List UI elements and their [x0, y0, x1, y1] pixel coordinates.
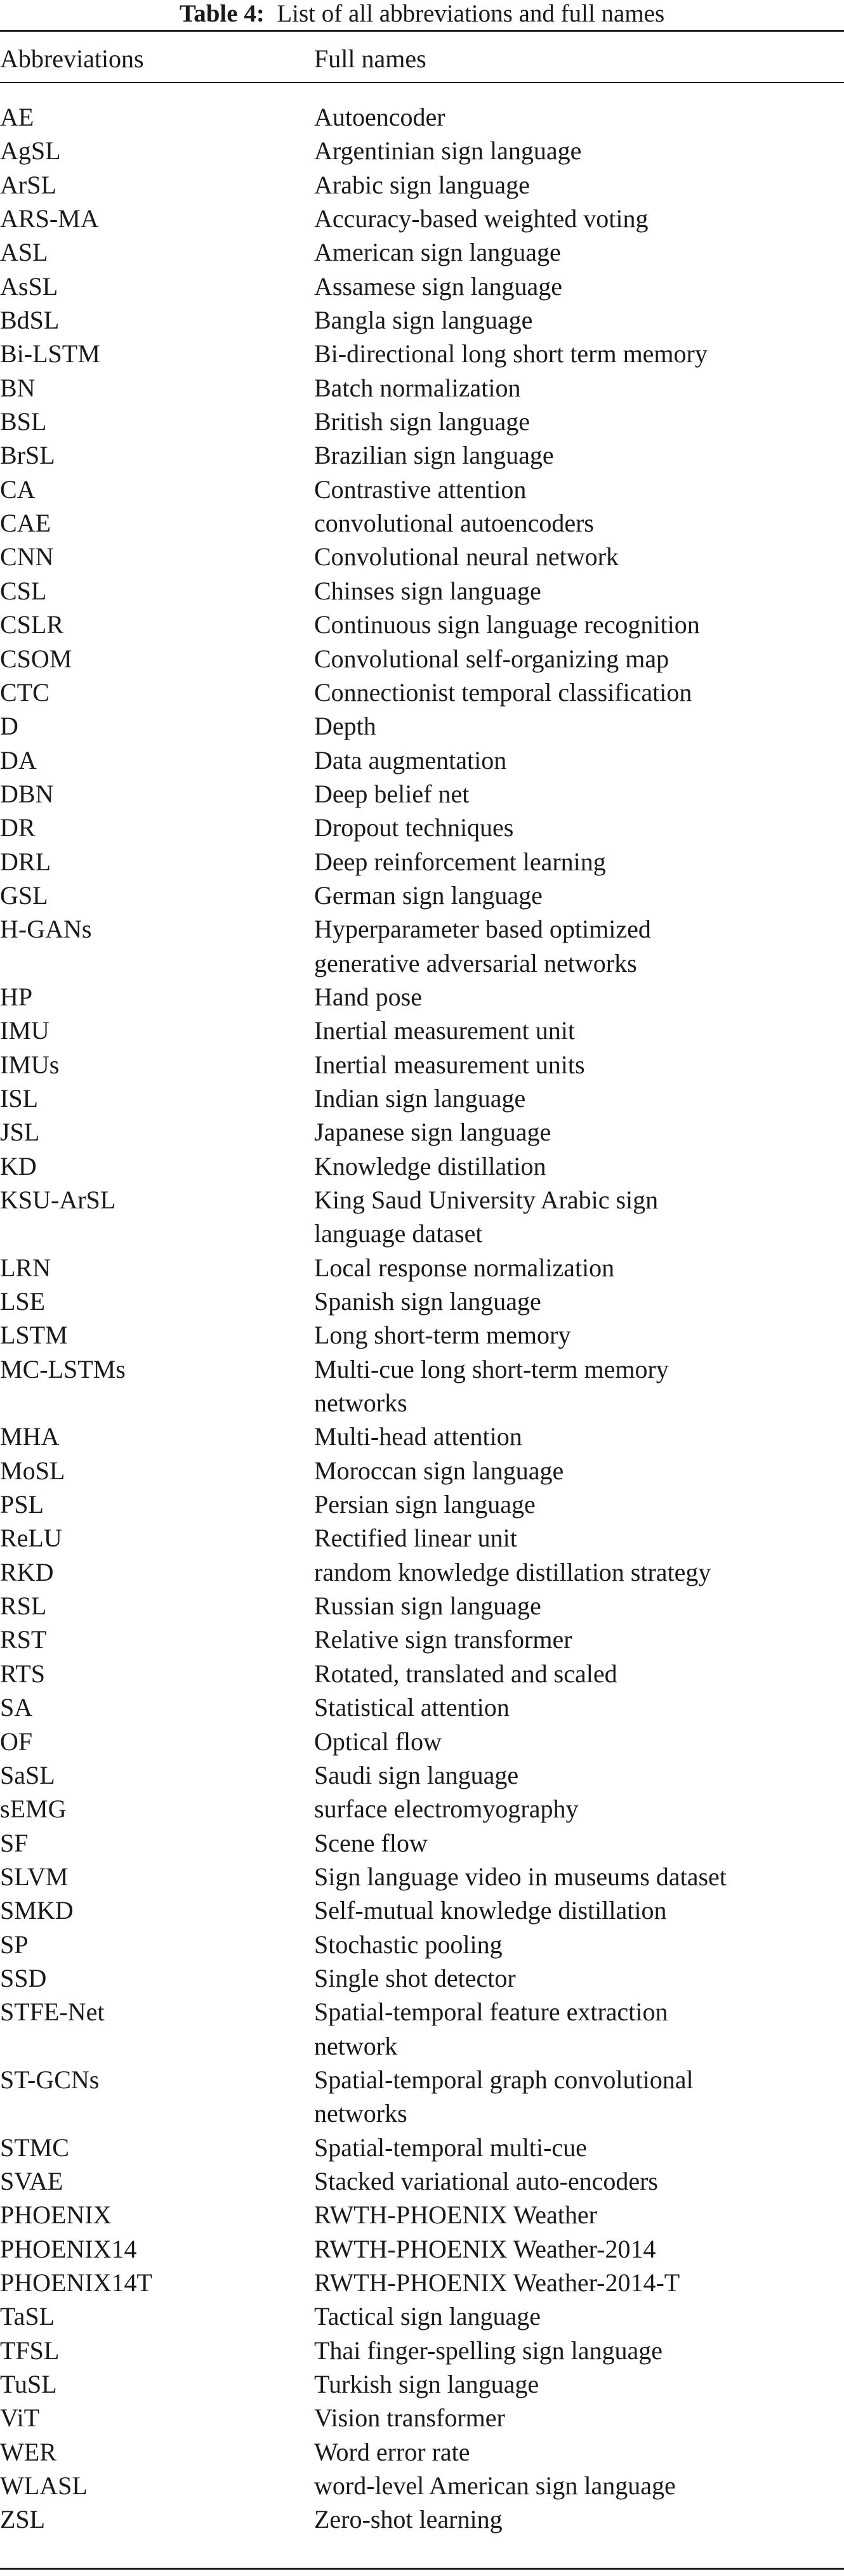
table-row	[0, 2131, 844, 2164]
full-name-line: Bangla sign language	[314, 306, 533, 335]
table-row	[0, 134, 844, 167]
abbreviation-cell: SA	[0, 1693, 33, 1722]
table-row	[0, 2266, 844, 2299]
full-name-line: Spatial-temporal multi-cue	[314, 2133, 587, 2162]
full-name-cell	[314, 473, 844, 506]
full-name-line: Spatial-temporal feature extraction	[314, 1997, 668, 2027]
table-row	[0, 2502, 844, 2536]
full-name-line: Deep belief net	[314, 779, 470, 808]
full-name-line: Rectified linear unit	[314, 1524, 517, 1553]
full-name-line: Zero-shot learning	[314, 2505, 503, 2534]
table-row	[0, 1352, 844, 1420]
full-name-cell	[314, 337, 844, 370]
abbreviation-cell: SSD	[0, 1963, 47, 1992]
full-name-cell	[314, 2266, 844, 2299]
abbreviation-cell: WLASL	[0, 2471, 88, 2501]
full-name-cell	[314, 1048, 844, 1082]
table-row	[0, 405, 844, 438]
abbreviation-cell: MC-LSTMs	[0, 1354, 126, 1383]
full-name-cell	[314, 1690, 844, 1724]
full-name-line: convolutional autoencoders	[314, 509, 594, 538]
full-name-line: Brazilian sign language	[314, 441, 554, 470]
full-name-line: Inertial measurement units	[314, 1050, 585, 1079]
full-name-cell	[314, 574, 844, 608]
table-row	[0, 2401, 844, 2435]
abbreviation-cell: STFE-Net	[0, 1997, 105, 2027]
table-row	[0, 1285, 844, 1318]
table-row	[0, 168, 844, 202]
table-row	[0, 1657, 844, 1690]
table-row	[0, 438, 844, 472]
full-name-cell	[314, 1014, 844, 1047]
table-row	[0, 1725, 844, 1758]
table-row	[0, 1893, 844, 1927]
column-header-abbreviations: Abbreviations	[0, 44, 144, 73]
table-row	[0, 912, 844, 980]
full-name-cell	[314, 405, 844, 438]
table-row	[0, 2435, 844, 2469]
table-row	[0, 1115, 844, 1149]
full-name-cell	[314, 202, 844, 235]
abbreviation-cell: LRN	[0, 1253, 51, 1282]
table-row	[0, 743, 844, 777]
full-name-line: surface electromyography	[314, 1795, 579, 1824]
abbreviation-cell: SaSL	[0, 1760, 55, 1789]
full-name-line: Depth	[314, 712, 376, 741]
full-name-cell	[314, 1251, 844, 1285]
full-name-line: Indian sign language	[314, 1083, 526, 1113]
table-row	[0, 642, 844, 676]
table-row	[0, 303, 844, 337]
abbreviation-cell: DR	[0, 813, 36, 842]
table-row	[0, 1183, 844, 1251]
abbreviation-cell: MHA	[0, 1422, 60, 1451]
abbreviation-cell: LSTM	[0, 1321, 68, 1350]
table-row	[0, 2198, 844, 2232]
full-name-line: Russian sign language	[314, 1592, 541, 1621]
table-row	[0, 1048, 844, 1082]
table-row	[0, 1589, 844, 1623]
full-name-cell	[314, 1420, 844, 1453]
abbreviation-cell: BN	[0, 373, 36, 402]
table-caption	[0, 0, 844, 28]
table-row	[0, 1860, 844, 1893]
full-name-cell	[314, 1555, 844, 1589]
full-name-cell	[314, 1893, 844, 1927]
table-row	[0, 337, 844, 370]
full-name-line: Saudi sign language	[314, 1760, 519, 1789]
table-caption-title: List of all abbreviations and full names	[277, 0, 665, 27]
abbreviation-cell: AsSL	[0, 271, 58, 301]
full-name-cell	[314, 100, 844, 134]
full-name-line: Inertial measurement unit	[314, 1016, 575, 1045]
full-name-cell	[314, 540, 844, 573]
full-name-line: networks	[314, 2099, 407, 2128]
abbreviation-cell: PHOENIX14	[0, 2234, 137, 2263]
full-name-line: American sign language	[314, 238, 561, 267]
full-name-line: Deep reinforcement learning	[314, 847, 606, 876]
abbreviation-cell: ASL	[0, 238, 48, 267]
abbreviation-cell: DBN	[0, 779, 54, 808]
full-name-line: Spanish sign language	[314, 1287, 541, 1316]
full-name-line: Vision transformer	[314, 2403, 505, 2433]
abbreviation-cell: D	[0, 712, 18, 741]
abbreviation-cell: ArSL	[0, 170, 56, 199]
table-row	[0, 1826, 844, 1860]
full-name-cell	[314, 1860, 844, 1893]
table-row	[0, 2367, 844, 2401]
full-name-cell	[314, 1115, 844, 1149]
abbreviation-cell: SP	[0, 1930, 29, 1959]
table-row	[0, 709, 844, 743]
full-name-line: British sign language	[314, 407, 530, 436]
table-row	[0, 1454, 844, 1487]
abbreviation-cell: BrSL	[0, 441, 55, 470]
full-name-cell	[314, 303, 844, 337]
table-row	[0, 1961, 844, 1995]
abbreviation-cell: SLVM	[0, 1862, 69, 1891]
full-name-line: Arabic sign language	[314, 170, 530, 199]
full-name-line: Convolutional self-organizing map	[314, 644, 669, 673]
abbreviation-cell: DA	[0, 745, 37, 775]
table-row	[0, 1995, 844, 2063]
abbreviation-cell: IMUs	[0, 1050, 60, 1079]
full-name-line: Hand pose	[314, 982, 422, 1011]
full-name-line: Moroccan sign language	[314, 1456, 564, 1485]
full-name-cell	[314, 1961, 844, 1995]
table-row	[0, 574, 844, 608]
table-header-rule	[0, 82, 844, 83]
full-name-cell	[314, 1928, 844, 1961]
abbreviation-cell: GSL	[0, 880, 48, 910]
full-name-cell	[314, 777, 844, 811]
full-name-line: Argentinian sign language	[314, 136, 582, 166]
full-name-line: Multi-head attention	[314, 1422, 522, 1451]
full-name-line: Chinses sign language	[314, 576, 541, 605]
full-name-cell	[314, 1792, 844, 1826]
full-name-cell	[314, 811, 844, 844]
full-name-cell	[314, 1589, 844, 1623]
abbreviation-cell: RST	[0, 1625, 47, 1654]
full-name-cell	[314, 1657, 844, 1690]
abbreviation-cell: AgSL	[0, 136, 61, 166]
table-row	[0, 540, 844, 573]
full-name-line: Connectionist temporal classification	[314, 677, 692, 707]
full-name-cell	[314, 2198, 844, 2232]
table-row	[0, 777, 844, 811]
full-name-cell	[314, 709, 844, 743]
full-name-cell	[314, 2367, 844, 2401]
full-name-cell	[314, 1285, 844, 1318]
abbreviation-cell: PSL	[0, 1490, 44, 1519]
full-name-line: Contrastive attention	[314, 474, 527, 504]
full-name-line: Rotated, translated and scaled	[314, 1659, 617, 1688]
abbreviation-cell: CA	[0, 474, 36, 504]
full-name-line: Convolutional neural network	[314, 542, 619, 572]
full-name-cell	[314, 2502, 844, 2536]
full-name-cell	[314, 168, 844, 202]
table-row	[0, 371, 844, 405]
full-name-cell	[314, 1318, 844, 1352]
full-name-cell	[314, 2164, 844, 2198]
full-name-cell	[314, 2063, 844, 2131]
full-name-line: Accuracy-based weighted voting	[314, 204, 649, 233]
abbreviation-cell: STMC	[0, 2133, 69, 2162]
full-name-line: Scene flow	[314, 1828, 428, 1857]
table-row	[0, 2164, 844, 2198]
full-name-line: Local response normalization	[314, 1253, 615, 1282]
full-name-line: Turkish sign language	[314, 2370, 539, 2399]
abbreviation-cell: ViT	[0, 2403, 40, 2433]
abbreviation-cell: ARS-MA	[0, 204, 99, 233]
table-row	[0, 2063, 844, 2131]
full-name-line: Bi-directional long short term memory	[314, 339, 708, 369]
full-name-line: Autoencoder	[314, 103, 445, 131]
full-name-line: Assamese sign language	[314, 271, 563, 301]
table-row	[0, 1623, 844, 1656]
full-name-line: RWTH-PHOENIX Weather-2014-T	[314, 2268, 680, 2297]
abbreviation-cell: Bi-LSTM	[0, 339, 100, 369]
full-name-cell	[314, 1826, 844, 1860]
abbreviation-cell: IMU	[0, 1016, 49, 1045]
full-name-line: Self-mutual knowledge distillation	[314, 1896, 667, 1925]
full-name-cell	[314, 1454, 844, 1487]
full-name-cell	[314, 506, 844, 540]
full-name-line: Statistical attention	[314, 1693, 510, 1722]
abbreviation-cell: BSL	[0, 407, 47, 436]
abbreviation-cell: SMKD	[0, 1896, 74, 1925]
abbreviation-cell: ZSL	[0, 2505, 46, 2534]
full-name-cell	[314, 743, 844, 777]
abbreviation-cell: LSE	[0, 1287, 46, 1316]
full-name-cell	[314, 912, 844, 980]
abbreviation-cell: PHOENIX	[0, 2200, 112, 2230]
abbreviation-cell: TFSL	[0, 2336, 60, 2365]
table-row	[0, 1082, 844, 1115]
table-row	[0, 811, 844, 844]
full-name-cell	[314, 1758, 844, 1792]
abbreviation-cell: HP	[0, 982, 33, 1011]
full-name-line: Spatial-temporal graph convolutional	[314, 2065, 694, 2094]
full-name-cell	[314, 676, 844, 709]
full-name-line: Batch normalization	[314, 373, 521, 402]
full-name-cell	[314, 2435, 844, 2469]
table-row	[0, 1318, 844, 1352]
table-row	[0, 2299, 844, 2333]
table-row	[0, 1928, 844, 1961]
full-name-line: Tactical sign language	[314, 2302, 541, 2331]
table-row	[0, 1792, 844, 1826]
table-row	[0, 235, 844, 269]
full-name-cell	[314, 2469, 844, 2502]
full-name-line: Relative sign transformer	[314, 1625, 572, 1654]
abbreviation-cell: H-GANs	[0, 915, 92, 944]
table-row	[0, 608, 844, 641]
table-row	[0, 1690, 844, 1724]
table-row	[0, 1420, 844, 1453]
full-name-line: random knowledge distillation strategy	[314, 1557, 711, 1586]
full-name-cell	[314, 642, 844, 676]
abbreviation-cell: CSLR	[0, 610, 64, 639]
table-row	[0, 676, 844, 709]
abbreviation-cell: PHOENIX14T	[0, 2268, 152, 2297]
abbreviation-cell: SF	[0, 1828, 29, 1857]
abbreviation-cell: RSL	[0, 1592, 47, 1621]
full-name-line: RWTH-PHOENIX Weather-2014	[314, 2234, 656, 2263]
table-row	[0, 879, 844, 912]
full-name-cell	[314, 2131, 844, 2164]
full-name-line: German sign language	[314, 880, 543, 910]
table-row	[0, 100, 844, 134]
full-name-cell	[314, 1521, 844, 1555]
full-name-cell	[314, 1623, 844, 1656]
abbreviation-cell: TaSL	[0, 2302, 55, 2331]
table-top-rule	[0, 30, 844, 32]
full-name-cell	[314, 235, 844, 269]
abbreviation-cell: SVAE	[0, 2166, 63, 2195]
table-row	[0, 2469, 844, 2502]
full-name-line: generative adversarial networks	[314, 948, 637, 977]
full-name-cell	[314, 371, 844, 405]
full-name-cell	[314, 134, 844, 167]
table-row	[0, 980, 844, 1014]
full-name-cell	[314, 1082, 844, 1115]
abbreviation-cell: CNN	[0, 542, 54, 572]
abbreviation-cell: TuSL	[0, 2370, 57, 2399]
full-name-cell	[314, 2401, 844, 2435]
table-row	[0, 1149, 844, 1183]
full-name-cell	[314, 270, 844, 303]
full-name-line: Knowledge distillation	[314, 1151, 546, 1180]
full-name-cell	[314, 438, 844, 472]
full-name-cell	[314, 1487, 844, 1521]
table-row	[0, 473, 844, 506]
full-name-line: Continuous sign language recognition	[314, 610, 700, 639]
full-name-line: Hyperparameter based optimized	[314, 915, 651, 944]
abbreviation-cell: RTS	[0, 1659, 45, 1688]
full-name-line: King Saud University Arabic sign	[314, 1186, 659, 1214]
full-name-line: network	[314, 2031, 398, 2060]
abbreviation-cell: AE	[0, 103, 34, 131]
full-name-line: Single shot detector	[314, 1963, 516, 1992]
table-bottom-rule	[0, 2568, 844, 2570]
full-name-line: Word error rate	[314, 2437, 470, 2466]
full-name-cell	[314, 2334, 844, 2367]
full-name-cell	[314, 980, 844, 1014]
table-caption-label: Table 4:	[179, 0, 265, 27]
full-name-cell	[314, 1725, 844, 1758]
full-name-line: RWTH-PHOENIX Weather	[314, 2200, 597, 2230]
full-name-line: Persian sign language	[314, 1490, 536, 1519]
full-name-cell	[314, 879, 844, 912]
full-name-cell	[314, 2299, 844, 2333]
full-name-cell	[314, 1995, 844, 2063]
table-row	[0, 1014, 844, 1047]
full-name-cell	[314, 1352, 844, 1420]
full-name-line: Optical flow	[314, 1727, 442, 1756]
full-name-cell	[314, 1149, 844, 1183]
abbreviation-cell: MoSL	[0, 1456, 65, 1485]
abbreviation-cell: WER	[0, 2437, 56, 2466]
abbreviation-cell: KSU-ArSL	[0, 1186, 116, 1214]
full-name-cell	[314, 608, 844, 641]
table-row	[0, 1251, 844, 1285]
table-row	[0, 1521, 844, 1555]
column-header-full-names: Full names	[314, 44, 426, 73]
abbreviation-cell: ISL	[0, 1083, 38, 1113]
abbreviation-cell: JSL	[0, 1118, 40, 1147]
table-row	[0, 1487, 844, 1521]
table-row	[0, 202, 844, 235]
abbreviation-cell: BdSL	[0, 306, 60, 335]
abbreviation-cell: CAE	[0, 509, 51, 538]
full-name-cell	[314, 2232, 844, 2266]
table-row	[0, 845, 844, 879]
full-name-line: Stacked variational auto-encoders	[314, 2166, 658, 2195]
table-row	[0, 270, 844, 303]
full-name-line: language dataset	[314, 1219, 483, 1248]
abbreviation-cell: DRL	[0, 847, 51, 876]
full-name-line: Thai finger-spelling sign language	[314, 2336, 663, 2365]
full-name-line: networks	[314, 1389, 407, 1418]
table-row	[0, 2232, 844, 2266]
full-name-cell	[314, 1183, 844, 1251]
table-row	[0, 2334, 844, 2367]
abbreviation-cell: CTC	[0, 677, 49, 707]
full-name-line: word-level American sign language	[314, 2471, 676, 2501]
full-name-line: Sign language video in museums dataset	[314, 1862, 727, 1891]
abbreviation-cell: KD	[0, 1151, 37, 1180]
abbreviation-cell: ST-GCNs	[0, 2065, 100, 2094]
abbreviation-cell: RKD	[0, 1557, 54, 1586]
table-row	[0, 1758, 844, 1792]
full-name-line: Stochastic pooling	[314, 1930, 503, 1959]
full-name-line: Japanese sign language	[314, 1118, 551, 1147]
abbreviation-cell: CSOM	[0, 644, 72, 673]
full-name-line: Data augmentation	[314, 745, 507, 775]
table-row	[0, 1555, 844, 1589]
abbreviation-cell: OF	[0, 1727, 33, 1756]
abbreviation-cell: CSL	[0, 576, 47, 605]
abbreviation-cell: sEMG	[0, 1795, 67, 1824]
full-name-line: Long short-term memory	[314, 1321, 571, 1350]
full-name-line: Dropout techniques	[314, 813, 514, 842]
table-row	[0, 506, 844, 540]
full-name-line: Multi-cue long short-term memory	[314, 1354, 669, 1383]
full-name-cell	[314, 845, 844, 879]
table-body	[0, 100, 844, 2537]
abbreviation-cell: ReLU	[0, 1524, 62, 1553]
